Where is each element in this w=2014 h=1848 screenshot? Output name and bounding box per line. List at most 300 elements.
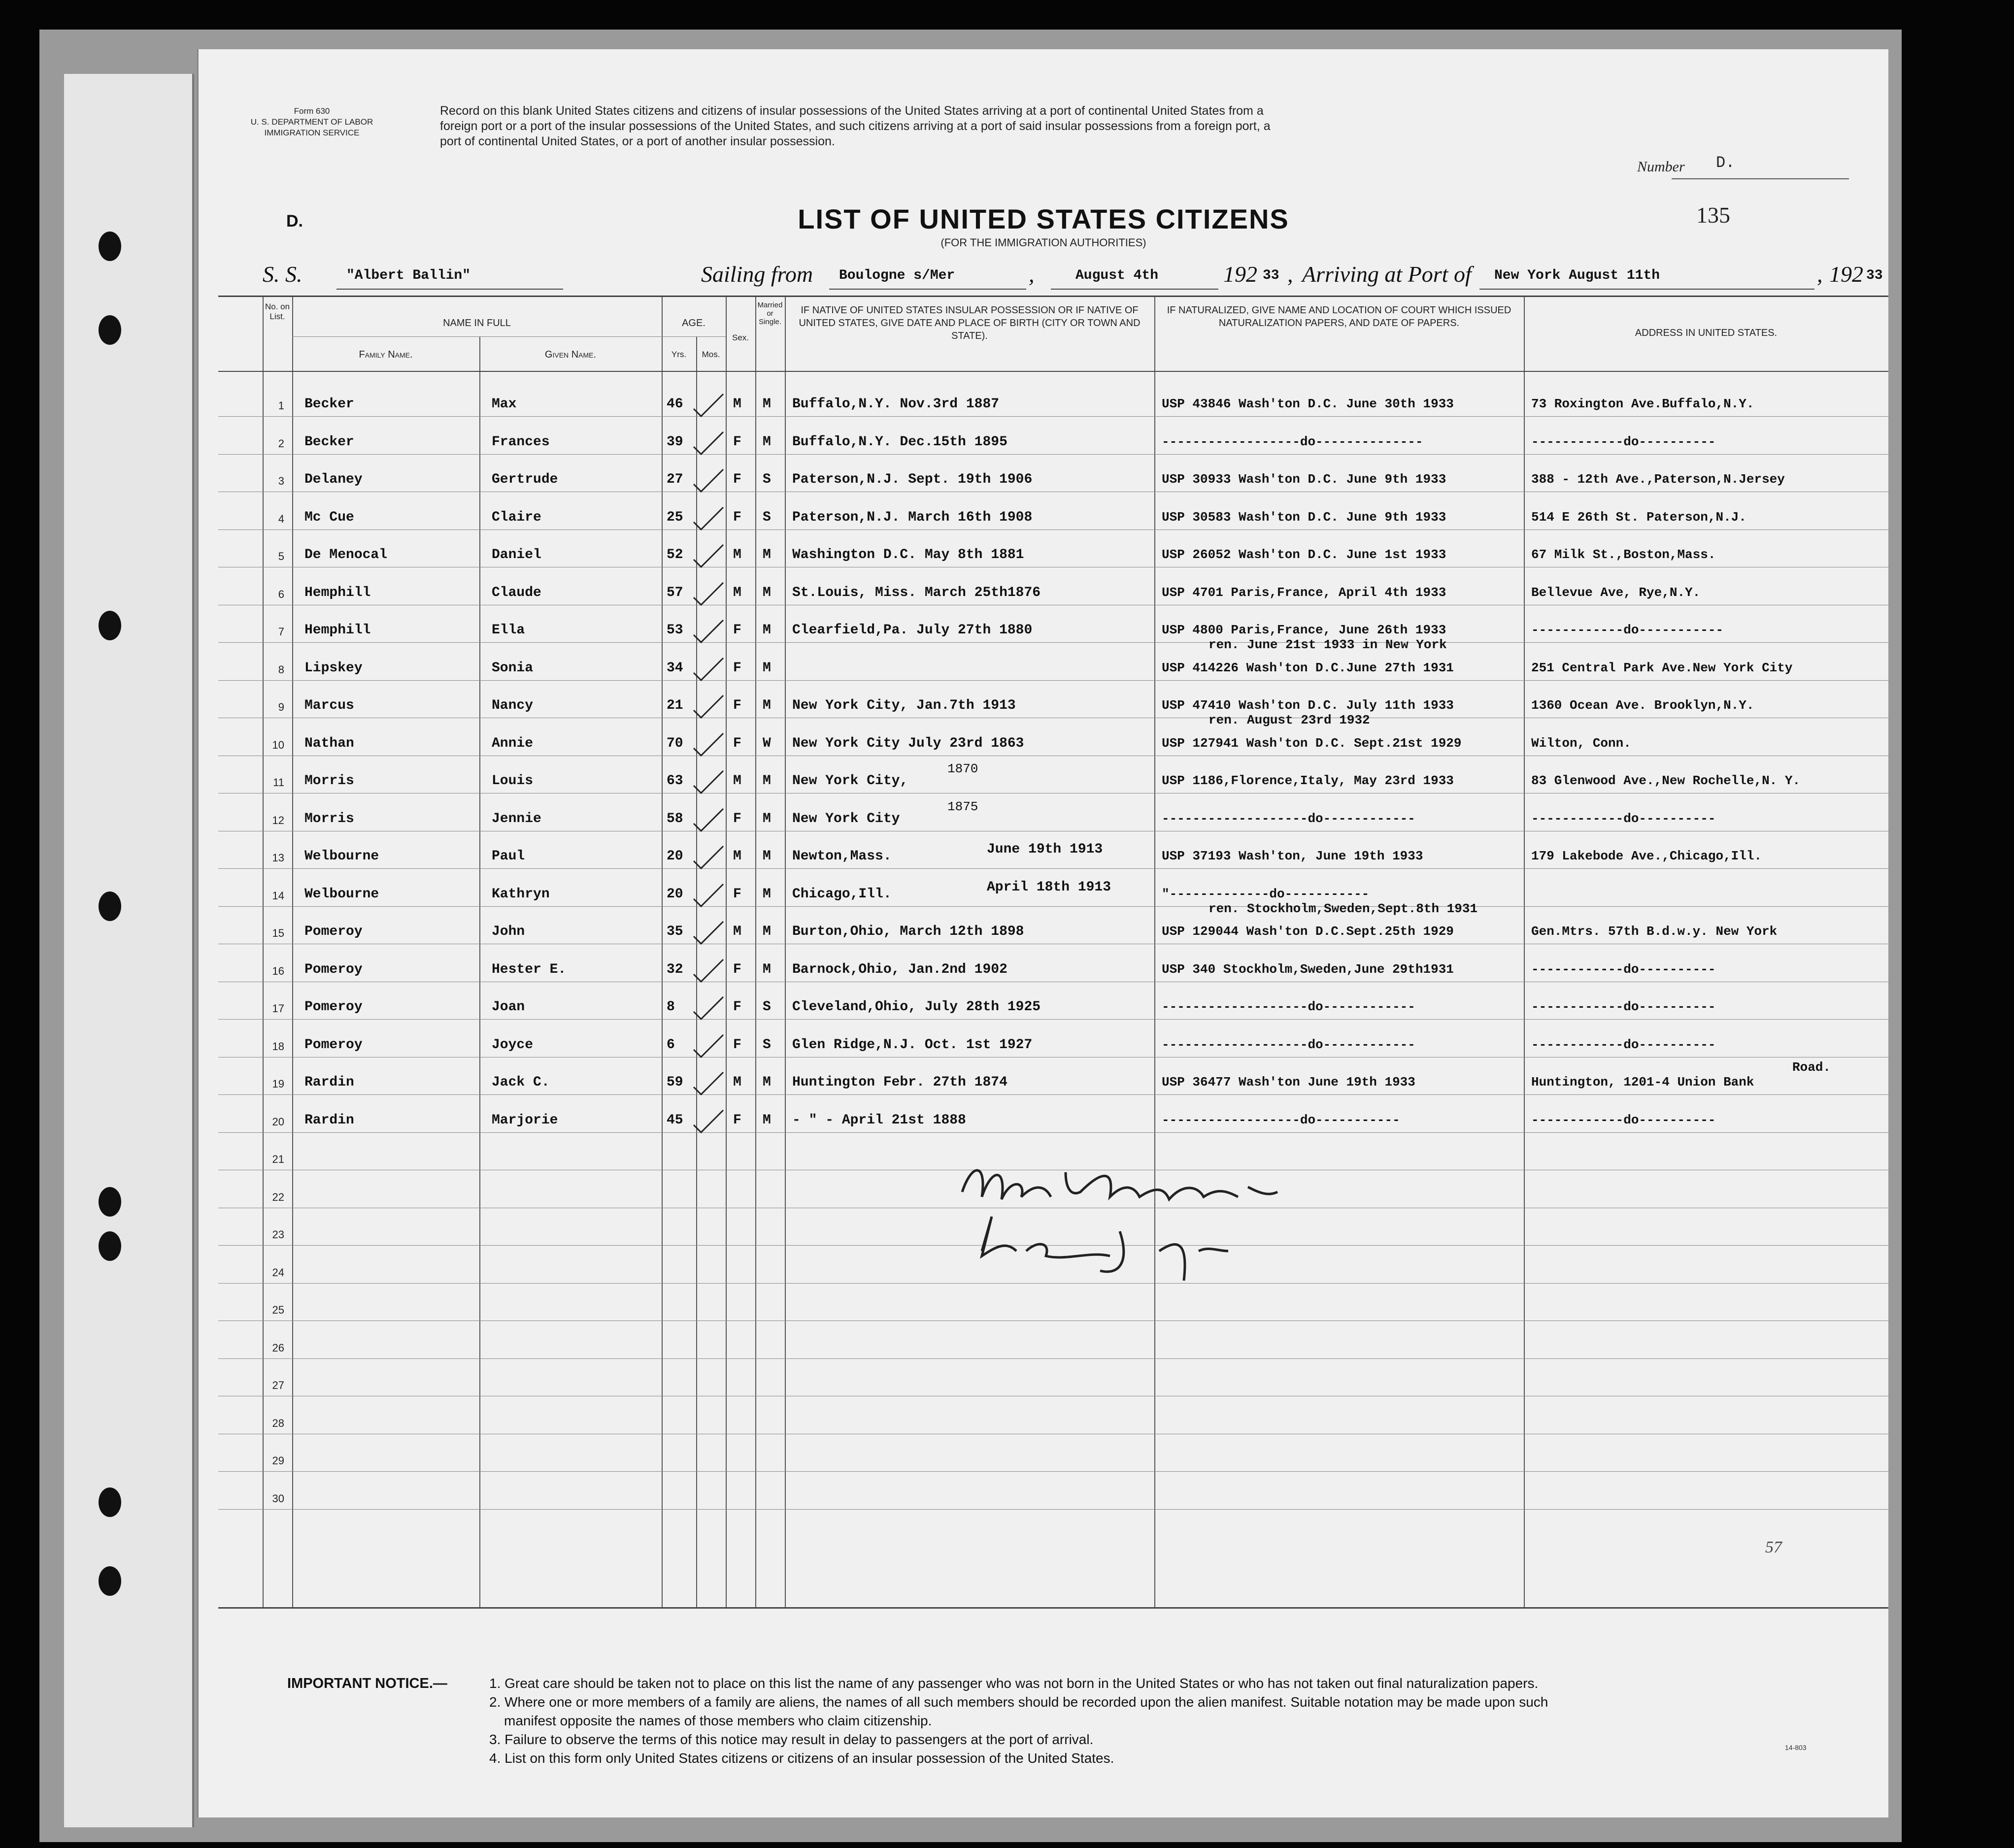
us-address: 67 Milk St.,Boston,Mass.: [1531, 547, 1716, 562]
header-no-on-list: No. on List.: [265, 302, 290, 321]
birth-place-date: New York City,: [792, 773, 908, 789]
family-name: Welbourne: [304, 849, 379, 864]
sex: M: [733, 585, 741, 600]
given-name: Sonia: [492, 660, 534, 676]
manifest-page: [197, 49, 1888, 1817]
header-family-name: Family Name.: [359, 349, 413, 360]
check-mark: [691, 844, 726, 873]
sex: F: [733, 1112, 741, 1128]
sailing-year: 33: [1263, 268, 1279, 283]
check-mark: [691, 656, 726, 685]
check-mark: [691, 467, 726, 496]
us-address: Huntington, 1201-4 Union Bank: [1531, 1075, 1754, 1089]
age-years: 57: [667, 585, 683, 600]
age-years: 63: [667, 773, 683, 789]
marital-status: S: [763, 999, 771, 1015]
marital-status: M: [763, 849, 771, 864]
naturalization-papers: USP 1186,Florence,Italy, May 23rd 1933: [1162, 773, 1454, 788]
sex: F: [733, 472, 741, 487]
row-number: 15: [272, 927, 284, 939]
marital-status: M: [763, 961, 771, 977]
header-name-in-full: NAME IN FULL: [443, 318, 511, 329]
ss-label: S. S.: [263, 262, 302, 287]
punch-hole: [99, 231, 121, 261]
row-number: 21: [272, 1153, 284, 1165]
column-rule: [662, 297, 663, 1607]
birth-place-date: Huntington Febr. 27th 1874: [792, 1075, 1007, 1090]
column-rule: [1524, 297, 1525, 1607]
punch-hole: [99, 891, 121, 921]
age-years: 6: [667, 1037, 675, 1053]
given-name: Joyce: [492, 1037, 534, 1053]
given-name: Paul: [492, 849, 525, 864]
us-address: 514 E 26th St. Paterson,N.J.: [1531, 509, 1746, 525]
birth-place-date: Paterson,N.J. March 16th 1908: [792, 509, 1033, 525]
us-address: Wilton, Conn.: [1531, 735, 1631, 751]
family-name: Lipskey: [304, 660, 363, 676]
birth-date: April 18th 1913: [987, 879, 1111, 895]
age-years: 32: [667, 961, 683, 977]
family-name: Pomeroy: [304, 999, 363, 1015]
form-letter: D.: [286, 212, 303, 231]
punch-hole: [99, 1566, 121, 1596]
birth-place-date: New York City: [792, 811, 900, 826]
header-sex: Sex.: [732, 333, 749, 342]
year-prefix: 192: [1223, 262, 1257, 287]
row-number: 26: [272, 1341, 284, 1354]
row-number: 5: [278, 550, 284, 562]
row-number: 22: [272, 1190, 284, 1203]
us-address: ------------do----------: [1531, 811, 1716, 826]
us-address: ------------do-----------: [1531, 623, 1724, 637]
column-rule: [479, 336, 480, 1607]
check-mark: [691, 731, 726, 760]
sex: M: [733, 773, 741, 789]
marital-status: M: [763, 924, 771, 939]
naturalization-papers: USP 47410 Wash'ton D.C. July 11th 1933: [1162, 698, 1454, 713]
column-rule: [785, 297, 786, 1607]
age-years: 59: [667, 1075, 683, 1090]
us-address: ------------do----------: [1531, 999, 1716, 1014]
naturalization-papers: USP 340 Stockholm,Sweden,June 29th1931: [1162, 961, 1454, 977]
ship-underline: [336, 289, 563, 290]
age-years: 45: [667, 1112, 683, 1128]
header-address: ADDRESS IN UNITED STATES.: [1635, 328, 1778, 338]
family-name: Rardin: [304, 1112, 354, 1128]
naturalization-papers: -------------------do------------: [1162, 811, 1415, 826]
birth-place-date: Cleveland,Ohio, July 28th 1925: [792, 999, 1041, 1015]
column-rule: [263, 297, 264, 1607]
row-number: 11: [273, 776, 284, 789]
punch-hole: [99, 1231, 121, 1261]
age-years: 52: [667, 547, 683, 562]
handwritten-signature: [952, 1153, 1396, 1290]
check-mark: [691, 994, 726, 1024]
header-given-name: Given Name.: [544, 349, 597, 360]
given-name: Hester E.: [492, 961, 567, 977]
us-address: 388 - 12th Ave.,Paterson,N.Jersey: [1531, 472, 1785, 487]
sex: F: [733, 623, 741, 638]
row-number: 19: [272, 1078, 284, 1090]
birth-place-date: Washington D.C. May 8th 1881: [792, 547, 1024, 562]
row-number: 25: [272, 1304, 284, 1316]
naturalization-note: ren. June 21st 1933 in New York: [1208, 637, 1447, 652]
birth-place-date: Glen Ridge,N.J. Oct. 1st 1927: [792, 1037, 1033, 1053]
naturalization-papers: ------------------do--------------: [1162, 434, 1423, 449]
arrival-year: 33: [1866, 268, 1883, 283]
birth-place-date: St.Louis, Miss. March 25th1876: [792, 585, 1041, 600]
arrival-underline: [1479, 289, 1814, 290]
birth-place-date: Clearfield,Pa. July 27th 1880: [792, 623, 1033, 638]
family-name: Welbourne: [304, 886, 379, 902]
page-subtitle: (FOR THE IMMIGRATION AUTHORITIES): [940, 236, 1146, 249]
us-address: ------------do----------: [1531, 961, 1716, 977]
marital-status: W: [763, 735, 771, 751]
birth-place-date: Burton,Ohio, March 12th 1898: [792, 924, 1024, 939]
family-name: Hemphill: [304, 585, 371, 600]
margin-note: 57: [1765, 1538, 1782, 1556]
family-name: De Menocal: [304, 547, 388, 562]
notice-item: manifest opposite the names of those members who claim citizenship.: [504, 1713, 932, 1728]
sailing-label: Sailing from: [701, 262, 813, 287]
family-name: Pomeroy: [304, 924, 363, 939]
marital-status: M: [763, 773, 771, 789]
naturalization-papers: USP 129044 Wash'ton D.C.Sept.25th 1929: [1162, 924, 1454, 939]
row-number: 14: [272, 889, 284, 902]
naturalization-papers: USP 4701 Paris,France, April 4th 1933: [1162, 585, 1446, 600]
naturalization-papers: ------------------do-----------: [1162, 1112, 1400, 1127]
given-name: Gertrude: [492, 472, 558, 487]
family-name: Becker: [304, 434, 354, 450]
marital-status: M: [763, 1075, 771, 1090]
birth-place-date: Paterson,N.J. Sept. 19th 1906: [792, 472, 1033, 487]
given-name: Marjorie: [492, 1112, 558, 1128]
marital-status: M: [763, 585, 771, 600]
given-name: Annie: [492, 735, 534, 751]
row-rule: [218, 1509, 1888, 1510]
row-number: 18: [272, 1040, 284, 1053]
age-years: 53: [667, 623, 683, 638]
row-rule: [218, 642, 1888, 643]
check-mark: [691, 429, 726, 459]
check-mark: [691, 618, 726, 647]
punch-hole: [99, 315, 121, 345]
birth-year: 1875: [947, 799, 978, 814]
sailing-date-underline: [1051, 289, 1218, 290]
us-address: 1360 Ocean Ave. Brooklyn,N.Y.: [1531, 698, 1754, 713]
row-number: 30: [272, 1492, 284, 1505]
age-years: 39: [667, 434, 683, 450]
marital-status: S: [763, 509, 771, 525]
comma: ,: [1817, 262, 1823, 287]
form-number: Form 630: [294, 106, 330, 116]
birth-place-date: New York City July 23rd 1863: [792, 735, 1024, 751]
birth-place-date: Barnock,Ohio, Jan.2nd 1902: [792, 961, 1007, 977]
row-number: 4: [278, 512, 284, 525]
passenger-table: [218, 296, 1888, 1609]
row-number: 10: [272, 738, 284, 751]
column-rule: [292, 297, 293, 1607]
header-yrs: Yrs.: [671, 350, 687, 359]
row-number: 8: [278, 663, 284, 676]
instruction-line: port of continental United States, or a port of another insular possession.: [440, 134, 835, 148]
header-rule: [218, 371, 1888, 372]
us-address: Bellevue Ave, Rye,N.Y.: [1531, 585, 1701, 600]
naturalization-papers: USP 30583 Wash'ton D.C. June 9th 1933: [1162, 509, 1446, 525]
notice-item: 2. Where one or more members of a family are aliens, the names of all such members should be recorded upon the alien manifest. Suitable notation may be made upon such: [489, 1694, 1548, 1710]
given-name: John: [492, 924, 525, 939]
birth-place-date: Newton,Mass.: [792, 849, 892, 864]
comma: ,: [1287, 262, 1293, 287]
check-mark: [691, 392, 726, 421]
naturalization-papers: -------------------do------------: [1162, 1037, 1415, 1052]
us-address: ------------do----------: [1531, 1112, 1716, 1127]
age-years: 58: [667, 811, 683, 826]
binding-strip: [64, 74, 194, 1827]
us-address: 179 Lakebode Ave.,Chicago,Ill.: [1531, 849, 1762, 863]
given-name: Max: [492, 396, 517, 412]
marital-status: M: [763, 698, 771, 713]
sex: F: [733, 961, 741, 977]
naturalization-papers: USP 4800 Paris,France, June 26th 1933: [1162, 623, 1446, 637]
department-name: U. S. DEPARTMENT OF LABOR: [250, 117, 373, 127]
sex: F: [733, 886, 741, 902]
us-address: 251 Central Park Ave.New York City: [1531, 660, 1793, 675]
arrival-port-date: New York August 11th: [1494, 268, 1660, 283]
row-number: 27: [272, 1379, 284, 1391]
row-rule: [218, 1358, 1888, 1359]
marital-status: M: [763, 396, 771, 412]
row-number: 16: [272, 964, 284, 977]
row-rule: [218, 1094, 1888, 1095]
row-number: 7: [278, 626, 284, 638]
given-name: Kathryn: [492, 886, 550, 902]
row-number: 12: [272, 814, 284, 826]
page-number: 135: [1696, 202, 1730, 228]
family-name: Rardin: [304, 1075, 354, 1090]
age-years: 20: [667, 849, 683, 864]
family-name: Pomeroy: [304, 1037, 363, 1053]
family-name: Morris: [304, 773, 354, 789]
sex: M: [733, 924, 741, 939]
marital-status: M: [763, 660, 771, 676]
family-name: Hemphill: [304, 623, 371, 638]
row-number: 29: [272, 1454, 284, 1467]
notice-item: 3. Failure to observe the terms of this notice may result in delay to passengers at the port of arrival.: [489, 1732, 1094, 1747]
header-mos: Mos.: [702, 350, 720, 359]
row-rule: [218, 416, 1888, 417]
check-mark: [691, 580, 726, 610]
naturalization-note: ren. August 23rd 1932: [1208, 713, 1370, 727]
row-number: 28: [272, 1417, 284, 1429]
age-years: 20: [667, 886, 683, 902]
us-address: ------------do----------: [1531, 434, 1716, 449]
given-name: Frances: [492, 434, 550, 450]
row-number: 9: [278, 701, 284, 713]
birth-place-date: - " - April 21st 1888: [792, 1112, 966, 1128]
family-name: Morris: [304, 811, 354, 826]
comma: ,: [1029, 262, 1035, 287]
sex: F: [733, 698, 741, 713]
check-mark: [691, 768, 726, 798]
punch-hole: [99, 611, 121, 640]
row-rule: [218, 906, 1888, 907]
sex: F: [733, 999, 741, 1015]
instruction-line: Record on this blank United States citizens and citizens of insular possessions of the United States arriving at a port of continental United States from a: [440, 104, 1264, 118]
given-name: Joan: [492, 999, 525, 1015]
row-rule: [218, 1471, 1888, 1472]
check-mark: [691, 1032, 726, 1062]
given-name: Claire: [492, 509, 541, 525]
age-years: 27: [667, 472, 683, 487]
family-name: Becker: [304, 396, 354, 412]
sex: F: [733, 509, 741, 525]
naturalization-papers: USP 127941 Wash'ton D.C. Sept.21st 1929: [1162, 735, 1462, 751]
age-years: 70: [667, 735, 683, 751]
given-name: Louis: [492, 773, 534, 789]
us-address: 73 Roxington Ave.Buffalo,N.Y.: [1531, 396, 1754, 411]
sex: F: [733, 735, 741, 751]
family-name: Pomeroy: [304, 961, 363, 977]
check-mark: [691, 919, 726, 949]
sex: F: [733, 1037, 741, 1053]
row-number: 20: [272, 1115, 284, 1128]
us-address: Gen.Mtrs. 57th B.d.w.y. New York: [1531, 924, 1778, 939]
sailing-port: Boulogne s/Mer: [839, 268, 955, 283]
family-name: Delaney: [304, 472, 363, 487]
check-mark: [691, 882, 726, 911]
given-name: Claude: [492, 585, 541, 600]
check-mark: [691, 1070, 726, 1099]
naturalization-papers: USP 36477 Wash'ton June 19th 1933: [1162, 1075, 1415, 1089]
row-rule: [218, 1132, 1888, 1133]
birth-place-date: Chicago,Ill.: [792, 886, 892, 902]
header-naturalized: IF NATURALIZED, GIVE NAME AND LOCATION OF COURT WHICH ISSUED NATURALIZATION PAPERS, AND DATE OF PAPERS.: [1167, 305, 1511, 329]
row-rule: [218, 1019, 1888, 1020]
page-title: LIST OF UNITED STATES CITIZENS: [798, 203, 1289, 234]
number-underline: [1672, 178, 1849, 179]
family-name: Marcus: [304, 698, 354, 713]
naturalization-papers: "-------------do-----------: [1162, 886, 1370, 901]
check-mark: [691, 693, 726, 723]
notice-heading: IMPORTANT NOTICE.—: [287, 1676, 447, 1691]
row-number: 6: [278, 588, 284, 600]
age-years: 8: [667, 999, 675, 1015]
punch-hole: [99, 1187, 121, 1217]
address-continuation: Road.: [1792, 1060, 1831, 1075]
number-value: D.: [1716, 154, 1735, 172]
row-number: 17: [272, 1002, 284, 1015]
naturalization-papers: USP 26052 Wash'ton D.C. June 1st 1933: [1162, 547, 1446, 562]
marital-status: S: [763, 472, 771, 487]
birth-place-date: New York City, Jan.7th 1913: [792, 698, 1016, 713]
sex: M: [733, 396, 741, 412]
marital-status: M: [763, 811, 771, 826]
birth-year: 1870: [947, 761, 978, 776]
instruction-line: foreign port or a port of the insular possessions of the United States, and such citizens arriving at a port of said insular possessions from a foreign port, a: [440, 119, 1271, 133]
check-mark: [691, 542, 726, 572]
year-prefix: 192: [1829, 262, 1863, 287]
voyage-line: [263, 261, 1883, 291]
naturalization-papers: USP 414226 Wash'ton D.C.June 27th 1931: [1162, 660, 1454, 675]
check-mark: [691, 806, 726, 836]
row-rule: [218, 868, 1888, 869]
us-address: 83 Glenwood Ave.,New Rochelle,N. Y.: [1531, 773, 1801, 788]
naturalization-papers: USP 37193 Wash'ton, June 19th 1933: [1162, 849, 1423, 863]
birth-place-date: Buffalo,N.Y. Nov.3rd 1887: [792, 396, 1000, 412]
notice-item: 1. Great care should be taken not to place on this list the name of any passenger who was not born in the United States or who has not taken out final naturalization papers.: [489, 1676, 1539, 1691]
age-years: 34: [667, 660, 683, 676]
row-number: 13: [272, 852, 284, 864]
row-number: 1: [278, 399, 284, 412]
family-name: Nathan: [304, 735, 354, 751]
check-mark: [691, 957, 726, 987]
given-name: Daniel: [492, 547, 541, 562]
row-number: 2: [278, 437, 284, 450]
row-rule: [218, 680, 1888, 681]
service-name: IMMIGRATION SERVICE: [264, 128, 360, 137]
header-birth: IF NATIVE OF UNITED STATES INSULAR POSSESSION OR IF NATIVE OF UNITED STATES, GIVE DATE AND PLACE OF BIRTH (CITY OR TOWN AND STATE).: [799, 305, 1141, 341]
age-years: 21: [667, 698, 683, 713]
given-name: Jennie: [492, 811, 541, 826]
age-years: 46: [667, 396, 683, 412]
given-name: Ella: [492, 623, 525, 638]
notice-item: 4. List on this form only United States citizens or citizens of an insular possession of the United States.: [489, 1750, 1114, 1766]
age-years: 35: [667, 924, 683, 939]
sex: F: [733, 660, 741, 676]
family-name: Mc Cue: [304, 509, 354, 525]
us-address: ------------do----------: [1531, 1037, 1716, 1052]
naturalization-papers: USP 43846 Wash'ton D.C. June 30th 1933: [1162, 396, 1454, 411]
marital-status: M: [763, 886, 771, 902]
row-rule: [218, 454, 1888, 455]
birth-date: June 19th 1913: [987, 842, 1103, 857]
marital-status: S: [763, 1037, 771, 1053]
row-rule: [218, 529, 1888, 530]
row-number: 3: [278, 475, 284, 487]
arriving-label: Arriving at Port of: [1302, 262, 1472, 287]
marital-status: M: [763, 547, 771, 562]
check-mark: [691, 505, 726, 534]
marital-status: M: [763, 623, 771, 638]
birth-place-date: Buffalo,N.Y. Dec.15th 1895: [792, 434, 1007, 450]
row-number: 23: [272, 1228, 284, 1241]
age-years: 25: [667, 509, 683, 525]
sex: F: [733, 434, 741, 450]
number-label: Number: [1637, 159, 1685, 175]
ship-name: "Albert Ballin": [346, 268, 471, 283]
sailing-port-underline: [829, 289, 1026, 290]
punch-hole: [99, 1487, 121, 1517]
form-identifier: [248, 106, 376, 138]
given-name: Jack C.: [492, 1075, 550, 1090]
header-married-or-single: Married or Single.: [757, 301, 783, 326]
sex: F: [733, 811, 741, 826]
form-code: 14-803: [1785, 1744, 1807, 1751]
sex: M: [733, 547, 741, 562]
given-name: Nancy: [492, 698, 534, 713]
naturalization-papers: USP 30933 Wash'ton D.C. June 9th 1933: [1162, 472, 1446, 487]
column-rule: [726, 297, 727, 1607]
sex: M: [733, 1075, 741, 1090]
header-rule: [292, 336, 726, 337]
column-rule: [1154, 297, 1155, 1607]
header-age: AGE.: [682, 318, 705, 329]
row-rule: [218, 1320, 1888, 1321]
sex: M: [733, 849, 741, 864]
row-number: 24: [272, 1266, 284, 1279]
check-mark: [691, 1108, 726, 1137]
